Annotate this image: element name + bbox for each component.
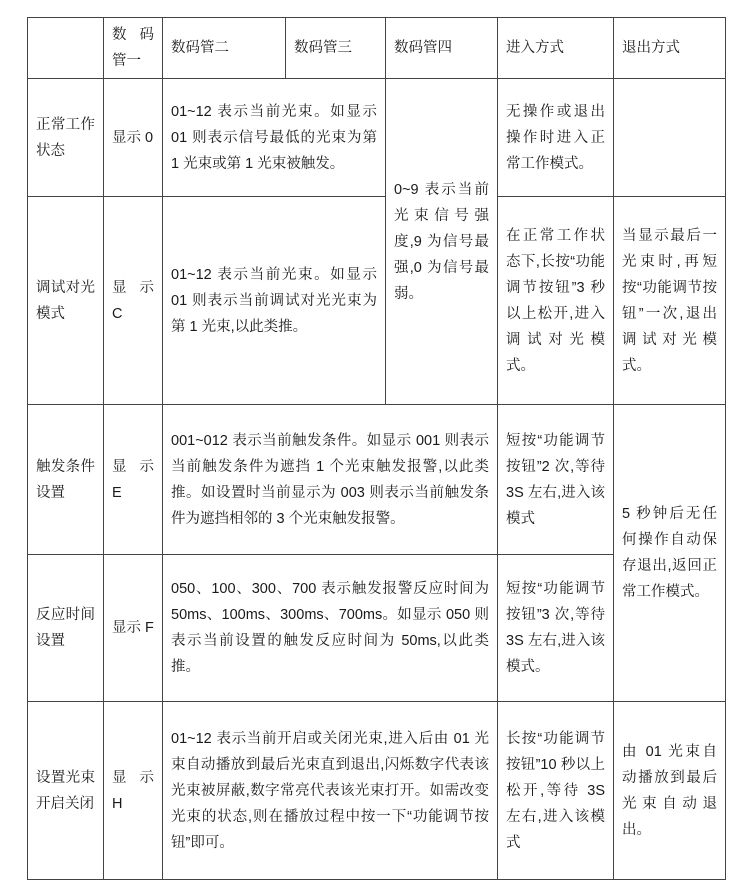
mode-label-normal: 正常工作状态 — [28, 79, 104, 197]
mode-label-beam: 设置光束开启关闭 — [28, 702, 104, 880]
header-exit-method: 退出方式 — [614, 18, 726, 79]
table-header-row — [28, 18, 726, 79]
table-row-debug-alignment-mode — [28, 197, 726, 405]
digital-tube-modes-table — [27, 17, 726, 880]
header-tube1: 数码管一 — [104, 18, 163, 79]
enter-method-beam: 长按“功能调节按钮”10 秒以上松开,等待 3S 左右,进入该模式 — [498, 702, 614, 880]
exit-method-beam: 由 01 光束自动播放到最后光束自动退出。 — [614, 702, 726, 880]
enter-method-trigger: 短按“功能调节按钮”2 次,等待 3S 左右,进入该模式 — [498, 405, 614, 555]
mode-label-response: 反应时间设置 — [28, 555, 104, 702]
enter-method-debug: 在正常工作状态下,长按“功能调节按钮”3 秒以上松开,进入调试对光模式。 — [498, 197, 614, 405]
mode-label-trigger: 触发条件设置 — [28, 405, 104, 555]
header-tube4: 数码管四 — [386, 18, 498, 79]
tube1-display-normal: 显示 0 — [104, 79, 163, 197]
enter-method-response: 短按“功能调节按钮”3 次,等待 3S 左右,进入该模式。 — [498, 555, 614, 702]
description-response: 050、100、300、700 表示触发报警反应时间为 50ms、100ms、300ms、700ms。如显示 050 则表示当前设置的触发反应时间为 50ms,以此类推。 — [163, 555, 498, 702]
mode-label-debug: 调试对光模式 — [28, 197, 104, 405]
header-enter-method: 进入方式 — [498, 18, 614, 79]
exit-method-shared: 5 秒钟后无任何操作自动保存退出,返回正常工作模式。 — [614, 405, 726, 702]
tube4-shared-description: 0~9 表示当前光束信号强度,9 为信号最强,0 为信号最弱。 — [386, 79, 498, 405]
table-row-normal-mode — [28, 79, 726, 197]
tube1-display-debug: 显示 C — [104, 197, 163, 405]
header-mode-blank — [28, 18, 104, 79]
description-normal: 01~12 表示当前光束。如显示 01 则表示信号最低的光束为第 1 光束或第 1 光束被触发。 — [163, 79, 386, 197]
header-tube2: 数码管二 — [163, 18, 286, 79]
exit-method-normal — [614, 79, 726, 197]
description-debug: 01~12 表示当前光束。如显示 01 则表示当前调试对光光束为第 1 光束,以此类推。 — [163, 197, 386, 405]
tube1-display-response: 显示 F — [104, 555, 163, 702]
enter-method-normal: 无操作或退出操作时进入正常工作模式。 — [498, 79, 614, 197]
description-beam: 01~12 表示当前开启或关闭光束,进入后由 01 光束自动播放到最后光束直到退出,闪烁数字代表该光束被屏蔽,数字常亮代表该光束打开。如需改变光束的状态,则在播放过程中按一下“功能调节按钮”即可。 — [163, 702, 498, 880]
tube1-display-beam: 显示 H — [104, 702, 163, 880]
table-row-trigger-condition — [28, 405, 726, 555]
table-row-beam-on-off — [28, 702, 726, 880]
exit-method-debug: 当显示最后一光束时,再短按“功能调节按钮”一次,退出调试对光模式。 — [614, 197, 726, 405]
tube1-display-trigger: 显示 E — [104, 405, 163, 555]
description-trigger: 001~012 表示当前触发条件。如显示 001 则表示当前触发条件为遮挡 1 个光束触发报警,以此类推。如设置时当前显示为 003 则表示当前触发条件为遮挡相邻的 3 个光束触发报警。 — [163, 405, 498, 555]
header-tube3: 数码管三 — [286, 18, 386, 79]
